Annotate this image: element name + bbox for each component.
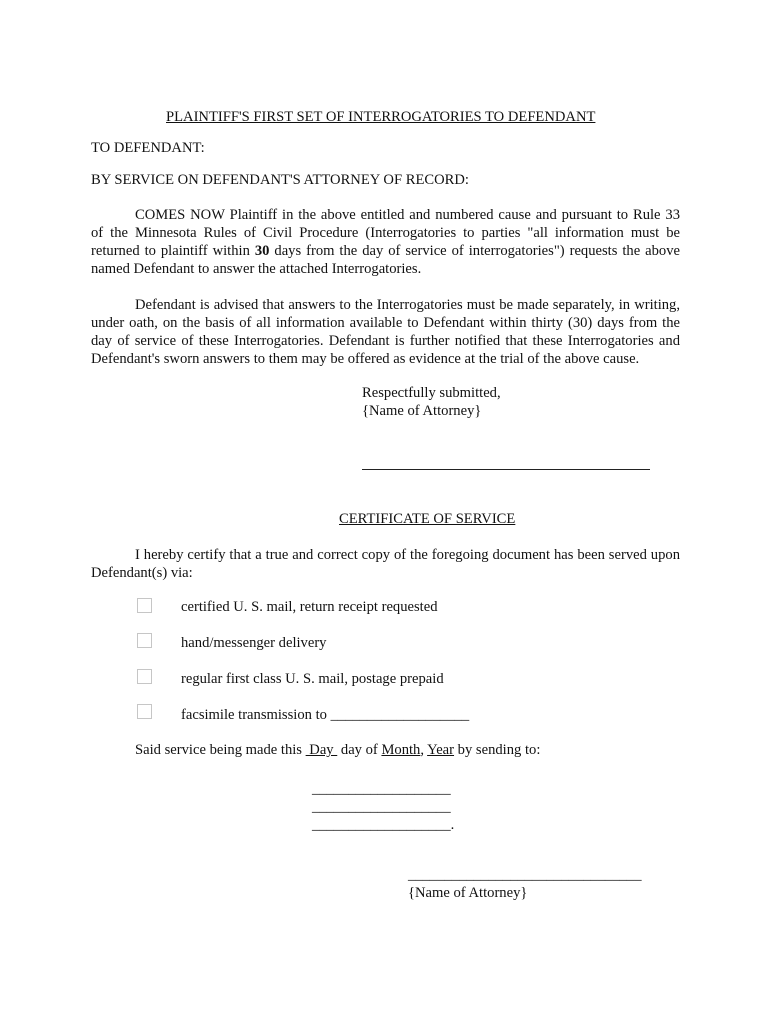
advisory-line-3: day of service of these Interrogatories. Defendant is further notified that these Interrogatories and bbox=[91, 333, 680, 349]
service-date-line bbox=[135, 741, 540, 759]
checkbox-certified-mail[interactable] bbox=[137, 598, 152, 613]
address-line-3: ___________________. bbox=[312, 817, 455, 833]
service-suffix: by sending to: bbox=[454, 742, 541, 758]
service-month-field: Month bbox=[381, 742, 421, 758]
intro-line-2: of the Minnesota Rules of Civil Procedure (Interrogatories to parties "all information must be bbox=[91, 225, 680, 241]
advisory-line-1: Defendant is advised that answers to the Interrogatories must be made separately, in writing, bbox=[135, 297, 680, 313]
intro-line-4: named Defendant to answer the attached Interrogatories. bbox=[91, 261, 422, 277]
certificate-heading: CERTIFICATE OF SERVICE bbox=[339, 511, 516, 527]
days-count: 30 bbox=[254, 243, 270, 259]
checkbox-hand-delivery[interactable] bbox=[137, 633, 152, 648]
address-line-2: ___________________ bbox=[312, 799, 451, 815]
advisory-line-4: Defendant's sworn answers to them may be offered as evidence at the trial of the above cause. bbox=[91, 351, 640, 367]
option-certified-mail: certified U. S. mail, return receipt requested bbox=[181, 599, 438, 615]
service-comma: , bbox=[420, 742, 428, 758]
to-defendant-heading: TO DEFENDANT: bbox=[91, 140, 205, 156]
service-day-of: day of bbox=[337, 742, 382, 758]
intro-paragraph bbox=[91, 206, 680, 278]
document-title: PLAINTIFF'S FIRST SET OF INTERROGATORIES TO DEFENDANT bbox=[166, 109, 596, 125]
intro-line-1: COMES NOW Plaintiff in the above entitled and numbered cause and pursuant to Rule 33 bbox=[135, 207, 680, 223]
service-prefix: Said service being made this bbox=[135, 742, 306, 758]
signature-line-1 bbox=[362, 469, 650, 470]
option-facsimile: facsimile transmission to ___________________ bbox=[181, 707, 470, 723]
closing-text: Respectfully submitted, bbox=[362, 385, 501, 401]
attorney-name-1: {Name of Attorney} bbox=[362, 403, 482, 419]
option-regular-mail: regular first class U. S. mail, postage prepaid bbox=[181, 671, 444, 687]
intro-line-3 bbox=[91, 242, 680, 260]
address-line-1: ___________________ bbox=[312, 781, 451, 797]
signature-line-2: ________________________________ bbox=[408, 867, 642, 883]
checkbox-regular-mail[interactable] bbox=[137, 669, 152, 684]
attorney-name-2: {Name of Attorney} bbox=[408, 885, 528, 901]
advisory-line-2: under oath, on the basis of all information available to Defendant within thirty (30) days from the bbox=[91, 315, 680, 331]
service-day-field: Day bbox=[305, 742, 338, 758]
checkbox-facsimile[interactable] bbox=[137, 704, 152, 719]
certificate-paragraph bbox=[91, 546, 680, 582]
service-year-field: Year bbox=[427, 742, 455, 758]
certificate-line-1: I hereby certify that a true and correct copy of the foregoing document has been served upon bbox=[135, 547, 680, 563]
intro-line-3-end: days from the day of service of interrogatories") requests the above bbox=[269, 243, 681, 259]
advisory-paragraph bbox=[91, 296, 680, 368]
certificate-line-2: Defendant(s) via: bbox=[91, 565, 193, 581]
intro-line-3-start: returned to plaintiff within bbox=[91, 243, 255, 259]
service-heading: BY SERVICE ON DEFENDANT'S ATTORNEY OF RECORD: bbox=[91, 172, 469, 188]
option-hand-delivery: hand/messenger delivery bbox=[181, 635, 327, 651]
